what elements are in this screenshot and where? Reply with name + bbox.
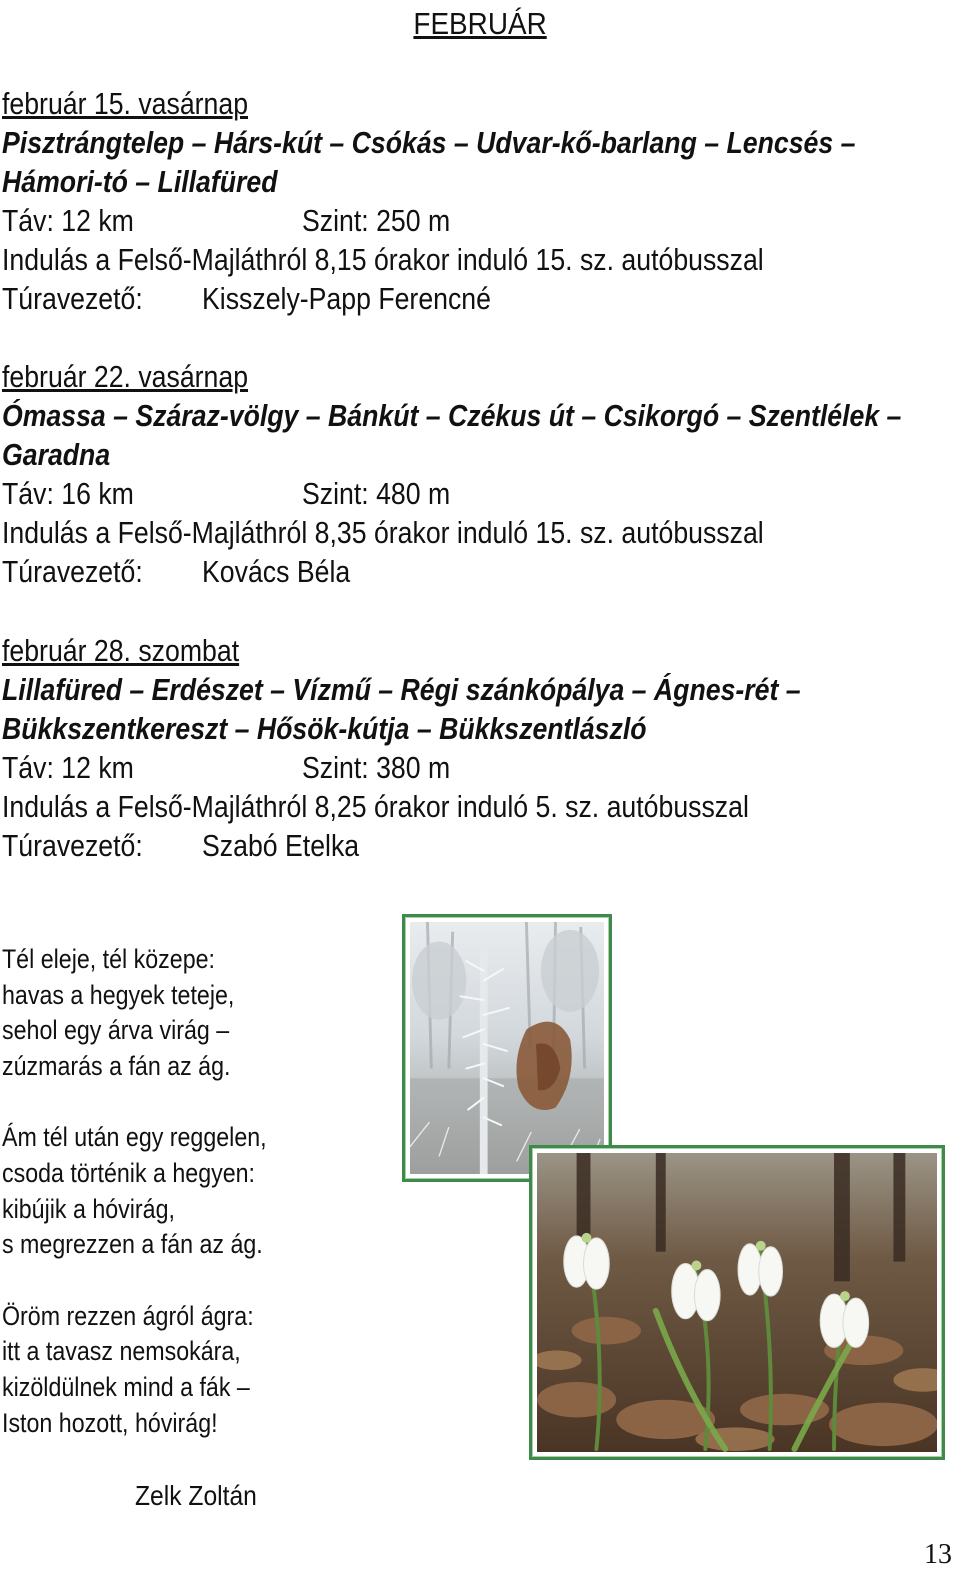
hike-entry [2, 357, 952, 591]
poem-line: havas a hegyek teteje, [2, 979, 235, 1010]
poem-line: csoda történik a hegyen: [2, 1157, 256, 1188]
hike-route: Hámori-tó – Lillafüred [2, 164, 278, 199]
hike-stats [2, 201, 952, 240]
poem-line: Tél eleje, tél közepe: [2, 944, 215, 974]
hike-level: Szint: 380 m [302, 750, 451, 785]
hike-distance: Táv: 12 km [2, 203, 134, 238]
poem-line: Iston hozott, hóvirág! [2, 1407, 218, 1438]
hike-leader [2, 826, 952, 865]
hike-departure: Indulás a Felső-Majláthról 8,35 órakor induló 15. sz. autóbusszal [2, 515, 764, 550]
hike-route: Pisztrángtelep – Hárs-kút – Csókás – Udvar-kő-barlang – Lencsés – [2, 125, 856, 160]
hike-leader-label: Túravezető: [2, 281, 143, 316]
hike-leader [2, 279, 952, 318]
hike-leader-name: Szabó Etelka [202, 828, 360, 863]
snowdrop-photo [537, 1153, 937, 1452]
hike-leader [2, 552, 952, 591]
hike-level: Szint: 250 m [302, 203, 451, 238]
hike-distance: Táv: 12 km [2, 750, 134, 785]
poem-line: sehol egy árva virág – [2, 1015, 230, 1046]
poem [2, 942, 392, 1477]
hike-leader-name: Kovács Béla [202, 554, 351, 589]
hike-departure: Indulás a Felső-Majláthról 8,25 órakor induló 5. sz. autóbusszal [2, 789, 749, 824]
hike-stats [2, 748, 952, 787]
hike-entry [2, 84, 952, 318]
hike-leader-label: Túravezető: [2, 828, 143, 863]
poem-stanza [2, 942, 392, 1084]
poem-line: Ám tél után egy reggelen, [2, 1122, 267, 1153]
hike-date: február 28. szombat [2, 633, 240, 668]
hike-date: február 15. vasárnap [2, 86, 249, 121]
page-number: 13 [924, 1539, 952, 1570]
poem-line: kibújik a hóvirág, [2, 1193, 175, 1224]
month-title: FEBRUÁR [413, 6, 547, 41]
poem-stanza [2, 1120, 392, 1262]
hike-route: Ómassa – Száraz-völgy – Bánkút – Czékus út – Csikorgó – Szentlélek – [2, 398, 902, 433]
hike-route: Bükkszentkereszt – Hősök-kútja – Bükkszentlászló [2, 711, 647, 746]
hike-route: Lillafüred – Erdészet – Vízmű – Régi szánkópálya – Ágnes-rét – [2, 672, 801, 707]
hike-leader-label: Túravezető: [2, 554, 143, 589]
hike-leader-name: Kisszely-Papp Ferencné [202, 281, 491, 316]
frost-plant-photo [410, 922, 604, 1174]
hike-date: február 22. vasárnap [2, 359, 249, 394]
poem-stanza [2, 1299, 392, 1441]
poem-line: kizöldülnek mind a fák – [2, 1371, 250, 1402]
hike-distance: Táv: 16 km [2, 476, 134, 511]
frost-photo-frame [402, 914, 612, 1182]
poem-line: s megrezzen a fán az ág. [2, 1229, 263, 1260]
poem-line: itt a tavasz nemsokára, [2, 1336, 241, 1367]
hike-entry [2, 631, 952, 865]
hike-level: Szint: 480 m [302, 476, 451, 511]
hike-route: Garadna [2, 437, 111, 472]
snowdrop-photo-frame [529, 1145, 945, 1460]
poem-author: Zelk Zoltán [135, 1480, 257, 1511]
hike-stats [2, 474, 952, 513]
poem-line: zúzmarás a fán az ág. [2, 1050, 231, 1081]
hike-departure: Indulás a Felső-Majláthról 8,15 órakor induló 15. sz. autóbusszal [2, 242, 764, 277]
poem-line: Öröm rezzen ágról ágra: [2, 1300, 254, 1331]
